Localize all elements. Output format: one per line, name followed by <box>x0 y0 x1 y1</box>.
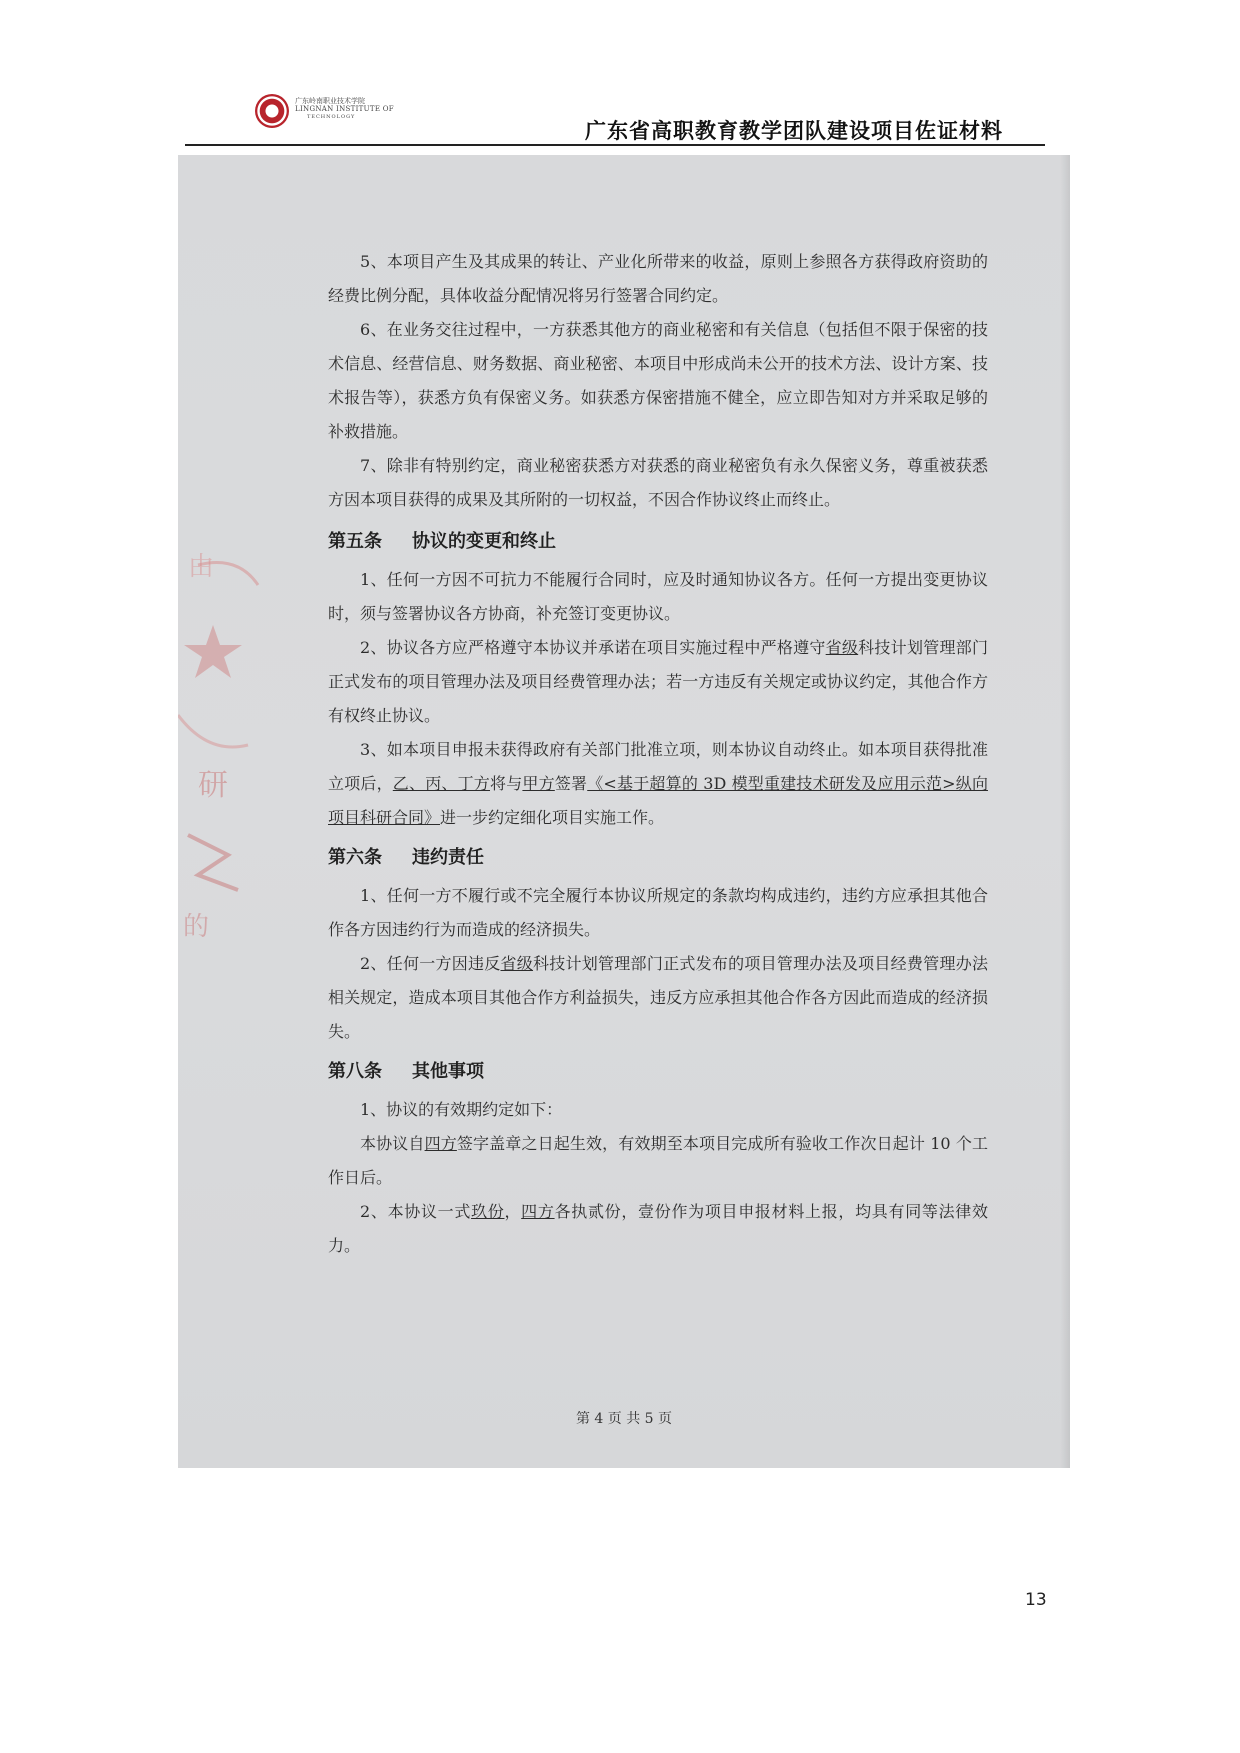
section-number: 第六条 <box>328 847 382 868</box>
svg-text:的: 的 <box>183 912 210 942</box>
logo-english-name: LINGNAN INSTITUTE OF <box>295 105 394 113</box>
clause-5-item-3: 3、如本项目申报未获得政府有关部门批准立项，则本协议自动终止。如本项目获得批准立项后，乙、丙、丁方将与甲方签署《<基于超算的 3D 模型重建技术研发及应用示范>纵向项目科研合同》进一步约定细化项目实施工作。 <box>328 740 988 827</box>
institution-logo <box>255 92 394 132</box>
section-number: 第八条 <box>328 1061 382 1082</box>
section-5-heading <box>328 527 556 553</box>
seal-icon <box>255 94 289 128</box>
section-8-heading <box>328 1057 484 1083</box>
red-stamp-bleed <box>178 535 268 995</box>
clause-4-item-6: 6、在业务交往过程中，一方获悉其他方的商业秘密和有关信息（包括但不限于保密的技术信息、经营信息、财务数据、商业秘密、本项目中形成尚未公开的技术方法、设计方案、技术报告等），获悉方负有保密义务。如获悉方保密措施不健全，应立即告知对方并采取足够的补救措施。 <box>328 320 988 441</box>
svg-text:由: 由 <box>188 552 215 582</box>
clause-8-item-1: 1、协议的有效期约定如下： <box>360 1100 563 1119</box>
svg-text:研: 研 <box>198 768 228 803</box>
clause-5-item-2: 2、协议各方应严格遵守本协议并承诺在项目实施过程中严格遵守省级科技计划管理部门正式发布的项目管理办法及项目经费管理办法；若一方违反有关规定或协议约定，其他合作方有权终止协议。 <box>328 638 988 725</box>
clause-4-item-7: 7、除非有特别约定，商业秘密获悉方对获悉的商业秘密负有永久保密义务，尊重被获悉方因本项目获得的成果及其所附的一切权益，不因合作协议终止而终止。 <box>328 456 988 509</box>
section-6-heading <box>328 843 484 869</box>
logo-chinese-name: 广东岭南职业技术学院 <box>295 97 365 105</box>
clause-6-item-2: 2、任何一方因违反省级科技计划管理部门正式发布的项目管理办法及项目经费管理办法相关规定，造成本项目其他合作方利益损失，违反方应承担其他合作各方因此而造成的经济损失。 <box>328 954 988 1041</box>
page-header <box>185 92 1045 146</box>
page-number: 13 <box>1025 1590 1047 1610</box>
scan-page-indicator: 第 4 页 共 5 页 <box>575 1411 673 1427</box>
clause-8-validity: 本协议自四方签字盖章之日起生效，有效期至本项目完成所有验收工作次日起计 10 个工作日后。 <box>328 1134 988 1187</box>
section-title: 其他事项 <box>412 1061 484 1082</box>
document-title: 广东省高职教育教学团队建设项目佐证材料 <box>585 119 1003 143</box>
section-title: 违约责任 <box>412 847 484 868</box>
logo-english-name-2: TECHNOLOGY <box>307 114 356 120</box>
clause-6-item-1: 1、任何一方不履行或不完全履行本协议所规定的条款均构成违约，违约方应承担其他合作各方因违约行为而造成的经济损失。 <box>328 886 988 939</box>
clause-8-item-2: 2、本协议一式玖份，四方各执贰份，壹份作为项目申报材料上报，均具有同等法律效力。 <box>328 1202 988 1255</box>
scanned-page <box>178 155 1070 1468</box>
clause-5-item-1: 1、任何一方因不可抗力不能履行合同时，应及时通知协议各方。任何一方提出变更协议时，须与签署协议各方协商，补充签订变更协议。 <box>328 570 988 623</box>
clause-4-item-5: 5、本项目产生及其成果的转让、产业化所带来的收益，原则上参照各方获得政府资助的经费比例分配，具体收益分配情况将另行签署合同约定。 <box>328 252 988 305</box>
section-title: 协议的变更和终止 <box>412 531 556 552</box>
scan-edge-shadow <box>1060 155 1070 1468</box>
section-number: 第五条 <box>328 531 382 552</box>
